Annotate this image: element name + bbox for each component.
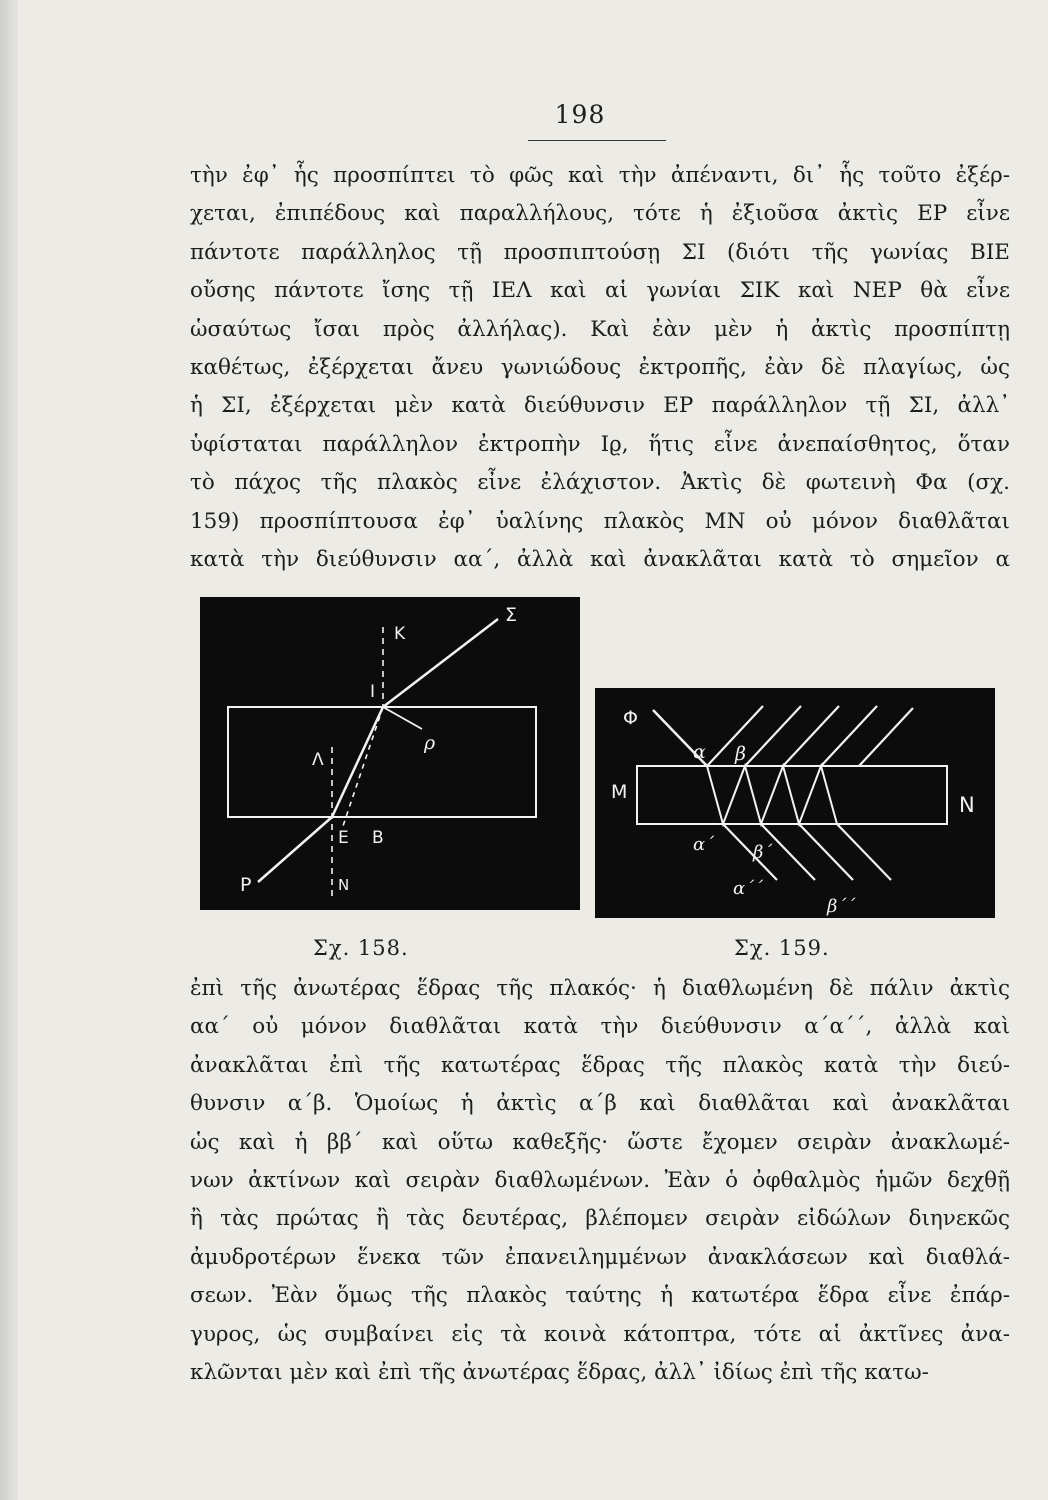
figure-159-svg bbox=[595, 688, 995, 918]
figure-159-caption: Σχ. 159. bbox=[734, 936, 830, 960]
label-K: K bbox=[394, 624, 406, 644]
label-E: E bbox=[338, 828, 349, 848]
text-line: κατὰ τὴν διεύθυνσιν αα΄, ἀλλὰ καὶ ἀνακλᾶται κατὰ τὸ σημεῖον α bbox=[190, 547, 1010, 573]
label-beta: β bbox=[735, 743, 746, 765]
label-N: N bbox=[338, 876, 350, 894]
label-Phi: Φ bbox=[623, 707, 638, 729]
page-number: 198 bbox=[554, 100, 606, 129]
text-line: ὡσαύτως ἴσαι πρὸς ἀλλήλας). Καὶ ἐὰν μὲν ἡ ἀκτὶς προσπίπτῃ bbox=[190, 316, 1010, 342]
emergent-ray bbox=[258, 817, 332, 882]
refracted-ray bbox=[332, 707, 383, 817]
prolonged-incident-ray bbox=[342, 707, 383, 829]
label-rho: ρ bbox=[424, 732, 436, 754]
page-number-rule bbox=[528, 140, 666, 141]
text-line: θυνσιν α΄β. Ὁμοίως ἡ ἀκτὶς α΄β καὶ διαθλᾶται καὶ ἀνακλᾶται bbox=[190, 1091, 1010, 1117]
label-alpha-double-prime: α΄΄ bbox=[733, 878, 764, 899]
label-alpha: α bbox=[693, 741, 706, 763]
figure-158-caption: Σχ. 158. bbox=[313, 936, 409, 960]
label-M: M bbox=[611, 781, 628, 803]
paragraph-top bbox=[190, 157, 1010, 579]
label-beta-prime: β΄ bbox=[753, 842, 773, 863]
text-line: ἀμυδροτέρων ἕνεκα τῶν ἐπανειλημμένων ἀνακλάσεων καὶ διαθλά- bbox=[190, 1244, 1010, 1270]
text-line: οὔσης πάντοτε ἴσης τῇ ΙΕΛ καὶ αἱ γωνίαι ΣΙΚ καὶ ΝΕΡ θὰ εἶνε bbox=[190, 278, 1010, 304]
label-alpha-prime: α΄ bbox=[693, 834, 715, 855]
text-line: χεται, ἐπιπέδους καὶ παραλλήλους, τότε ἡ ἐξιοῦσα ἀκτὶς ΕΡ εἶνε bbox=[190, 201, 1010, 227]
paragraph-bottom bbox=[190, 970, 1010, 1392]
glass-plate bbox=[228, 707, 536, 817]
text-line: ἢ τὰς πρώτας ἢ τὰς δευτέρας, βλέπομεν σειρὰν εἰδώλων διηνεκῶς bbox=[190, 1206, 1010, 1232]
text-line: σεων. Ἐὰν ὅμως τῆς πλακὸς ταύτης ἡ κατωτέρα ἕδρα εἶνε ἐπάρ- bbox=[190, 1283, 1010, 1309]
text-line: ἡ ΣΙ, ἐξέρχεται μὲν κατὰ διεύθυνσιν ΕΡ παράλληλον τῇ ΣΙ, ἀλλ᾽ bbox=[190, 393, 1010, 419]
text-line: νων ἀκτίνων καὶ σειρὰν διαθλωμένων. Ἐὰν ὁ ὀφθαλμὸς ἡμῶν δεχθῇ bbox=[190, 1168, 1010, 1194]
label-B: B bbox=[372, 828, 384, 848]
label-P: P bbox=[240, 874, 252, 896]
figure-158-svg bbox=[200, 597, 580, 910]
text-line: τὸ πάχος τῆς πλακὸς εἶνε ἐλάχιστον. Ἀκτὶς δὲ φωτεινὴ Φα (σχ. bbox=[190, 470, 1010, 496]
text-line: ὡς καὶ ἡ ββ΄ καὶ οὕτω καθεξῆς· ὥστε ἔχομεν σειρὰν ἀνακλωμέ- bbox=[190, 1129, 1010, 1155]
text-line: καθέτως, ἐξέρχεται ἄνευ γωνιώδους ἐκτροπῆς, ἐὰν δὲ πλαγίως, ὡς bbox=[190, 355, 1010, 381]
text-line: γυρος, ὡς συμβαίνει εἰς τὰ κοινὰ κάτοπτρα, τότε αἱ ἀκτῖνες ἀνα- bbox=[190, 1321, 1010, 1347]
text-line: τὴν ἐφ᾽ ἧς προσπίπτει τὸ φῶς καὶ τὴν ἀπέναντι, δι᾽ ἧς τοῦτο ἐξέρ- bbox=[190, 163, 1010, 188]
label-Sigma: Σ bbox=[505, 604, 518, 626]
text-line: ἐπὶ τῆς ἀνωτέρας ἕδρας τῆς πλακός· ἡ διαθλωμένη δὲ πάλιν ἀκτὶς bbox=[190, 976, 1010, 1001]
text-line: αα΄ οὐ μόνον διαθλᾶται κατὰ τὴν διεύθυνσιν α΄α΄΄, ἀλλὰ καὶ bbox=[190, 1014, 1010, 1040]
label-I: I bbox=[370, 682, 376, 702]
displacement-segment bbox=[383, 707, 422, 729]
text-line: ἀνακλᾶται ἐπὶ τῆς κατωτέρας ἕδρας τῆς πλακὸς κατὰ τὴν διεύ- bbox=[190, 1052, 1010, 1078]
text-line: πάντοτε παράλληλος τῇ προσπιπτούσῃ ΣΙ (διότι τῆς γωνίας ΒΙΕ bbox=[190, 239, 1010, 265]
page-edge bbox=[0, 0, 18, 1500]
text-line: ὑφίσταται παράλληλον ἐκτροπὴν Ιϱ, ἥτις εἶνε ἀνεπαίσθητος, ὅταν bbox=[190, 431, 1010, 457]
figure-159-multiple-reflection-diagram bbox=[595, 688, 995, 918]
label-Lambda: Λ bbox=[312, 750, 324, 770]
text-line: κλῶνται μὲν καὶ ἐπὶ τῆς ἀνωτέρας ἕδρας, ἀλλ᾽ ἰδίως ἐπὶ τῆς κατω- bbox=[190, 1360, 929, 1386]
text-line: 159) προσπίπτουσα ἐφ᾽ ὑαλίνης πλακὸς ΜΝ οὐ μόνον διαθλᾶται bbox=[190, 508, 1010, 534]
label-beta-double-prime: β΄΄ bbox=[827, 896, 856, 917]
internal-zigzag-rays bbox=[707, 766, 837, 824]
label-N: N bbox=[959, 793, 975, 817]
figure-158-refraction-diagram bbox=[200, 597, 580, 910]
